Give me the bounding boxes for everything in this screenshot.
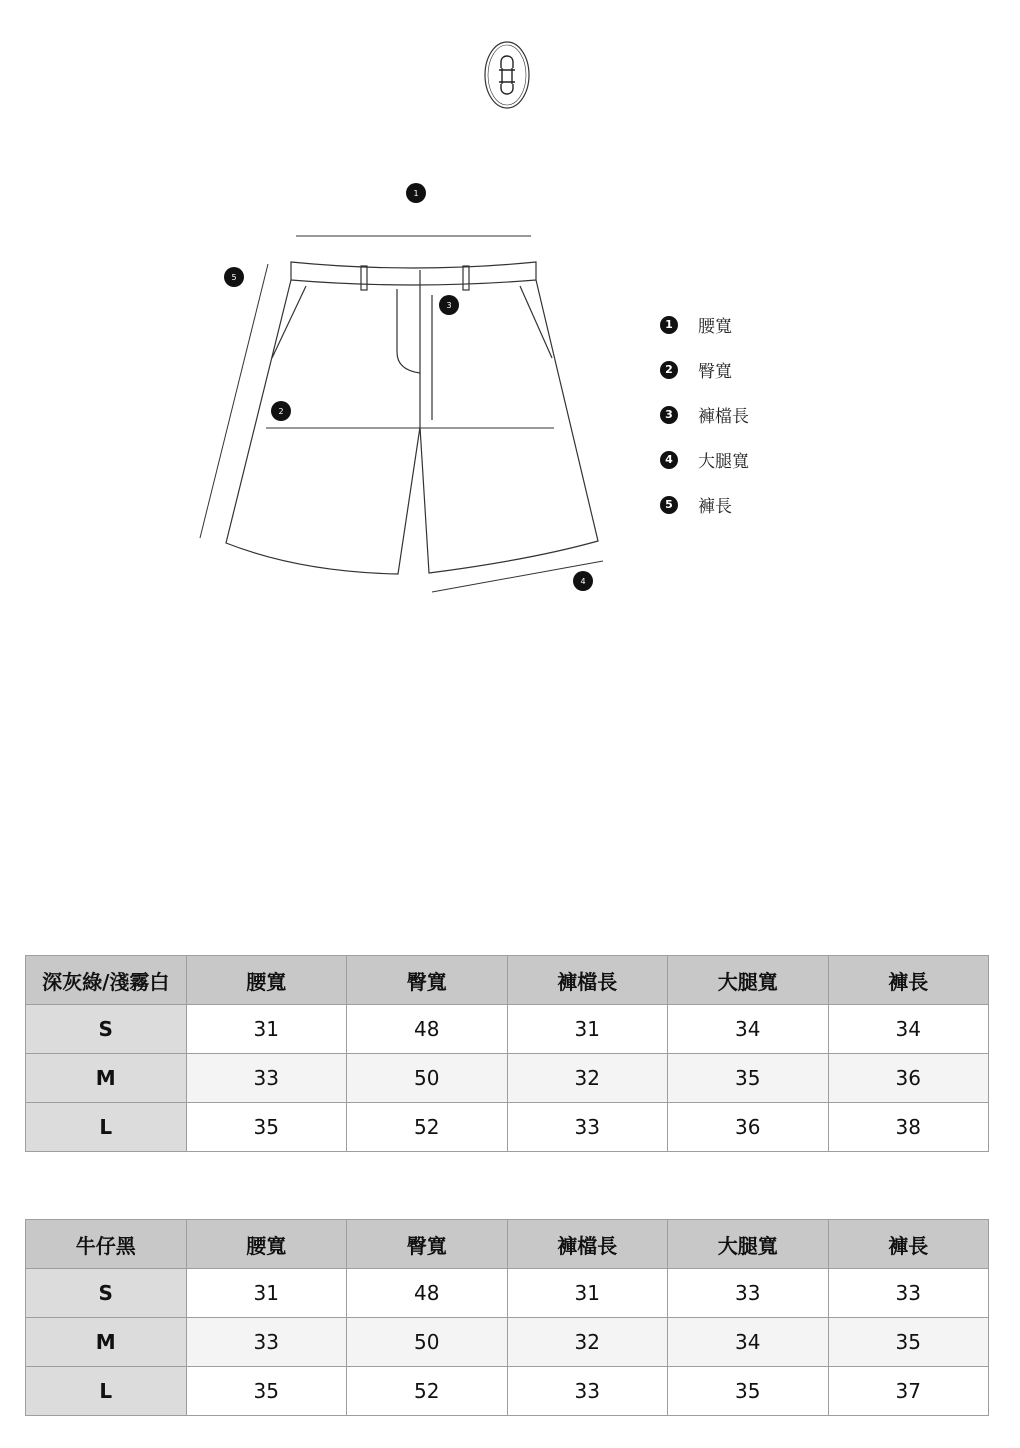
column-header: 臀寬 — [347, 1220, 508, 1269]
marker-1 — [406, 183, 426, 203]
size-label: S — [26, 1269, 187, 1318]
table-cell: 33 — [186, 1054, 347, 1103]
table-cell: 31 — [186, 1269, 347, 1318]
legend-label: 褲長 — [698, 497, 732, 517]
column-header: 褲長 — [828, 956, 989, 1005]
svg-text:5: 5 — [231, 273, 237, 282]
legend-label: 腰寬 — [698, 317, 732, 337]
column-header: 腰寬 — [186, 956, 347, 1005]
table-cell: 50 — [347, 1318, 508, 1367]
table-row — [26, 1367, 989, 1416]
table-cell: 52 — [347, 1367, 508, 1416]
table-cell: 50 — [347, 1054, 508, 1103]
table-cell: 33 — [668, 1269, 829, 1318]
table-cell: 35 — [186, 1103, 347, 1152]
size-label: M — [26, 1318, 187, 1367]
marker-2 — [271, 401, 291, 421]
table-cell: 33 — [507, 1103, 668, 1152]
legend-label: 臀寬 — [698, 362, 732, 382]
table-cell: 35 — [186, 1367, 347, 1416]
legend-number: 2 — [660, 361, 678, 379]
size-table-denim-black — [25, 1219, 989, 1416]
table-cell: 32 — [507, 1054, 668, 1103]
table-cell: 34 — [668, 1005, 829, 1054]
legend-number: 5 — [660, 496, 678, 514]
table-cell: 38 — [828, 1103, 989, 1152]
color-name-header: 牛仔黑 — [26, 1220, 187, 1269]
marker-4 — [573, 571, 593, 591]
column-header: 褲檔長 — [507, 956, 668, 1005]
table-cell: 35 — [668, 1054, 829, 1103]
table-cell: 36 — [828, 1054, 989, 1103]
legend-item — [660, 347, 749, 392]
column-header: 大腿寬 — [668, 1220, 829, 1269]
column-header: 褲檔長 — [507, 1220, 668, 1269]
size-label: M — [26, 1054, 187, 1103]
size-table-dark-green-light-white — [25, 955, 989, 1152]
table-row — [26, 1269, 989, 1318]
legend-label: 大腿寬 — [698, 452, 749, 472]
legend-item — [660, 392, 749, 437]
table-cell: 35 — [668, 1367, 829, 1416]
column-header: 腰寬 — [186, 1220, 347, 1269]
table-cell: 34 — [828, 1005, 989, 1054]
table-cell: 31 — [507, 1269, 668, 1318]
table-header-row — [26, 956, 989, 1005]
table-cell: 36 — [668, 1103, 829, 1152]
column-header: 大腿寬 — [668, 956, 829, 1005]
table-cell: 33 — [828, 1269, 989, 1318]
measurement-legend — [660, 302, 749, 527]
size-label: L — [26, 1103, 187, 1152]
table-cell: 48 — [347, 1005, 508, 1054]
table-cell: 33 — [186, 1318, 347, 1367]
shorts-measurement-diagram — [0, 0, 1020, 640]
table-cell: 35 — [828, 1318, 989, 1367]
svg-text:4: 4 — [580, 577, 586, 586]
legend-item — [660, 302, 749, 347]
size-label: S — [26, 1005, 187, 1054]
table-cell: 34 — [668, 1318, 829, 1367]
table-cell: 37 — [828, 1367, 989, 1416]
table-cell: 32 — [507, 1318, 668, 1367]
svg-text:1: 1 — [413, 189, 419, 198]
table-row — [26, 1005, 989, 1054]
table-row — [26, 1054, 989, 1103]
table-cell: 33 — [507, 1367, 668, 1416]
size-label: L — [26, 1367, 187, 1416]
legend-number: 3 — [660, 406, 678, 424]
table-header-row — [26, 1220, 989, 1269]
marker-3 — [439, 295, 459, 315]
table-cell: 31 — [186, 1005, 347, 1054]
table-cell: 31 — [507, 1005, 668, 1054]
svg-text:3: 3 — [446, 301, 452, 310]
legend-item — [660, 437, 749, 482]
column-header: 臀寬 — [347, 956, 508, 1005]
legend-number: 1 — [660, 316, 678, 334]
legend-number: 4 — [660, 451, 678, 469]
legend-label: 褲檔長 — [698, 407, 749, 427]
color-name-header: 深灰綠/淺霧白 — [26, 956, 187, 1005]
svg-text:2: 2 — [278, 407, 284, 416]
table-cell: 52 — [347, 1103, 508, 1152]
legend-item — [660, 482, 749, 527]
length-measure-line — [200, 264, 268, 538]
table-cell: 48 — [347, 1269, 508, 1318]
table-row — [26, 1103, 989, 1152]
table-row — [26, 1318, 989, 1367]
marker-5 — [224, 267, 244, 287]
column-header: 褲長 — [828, 1220, 989, 1269]
